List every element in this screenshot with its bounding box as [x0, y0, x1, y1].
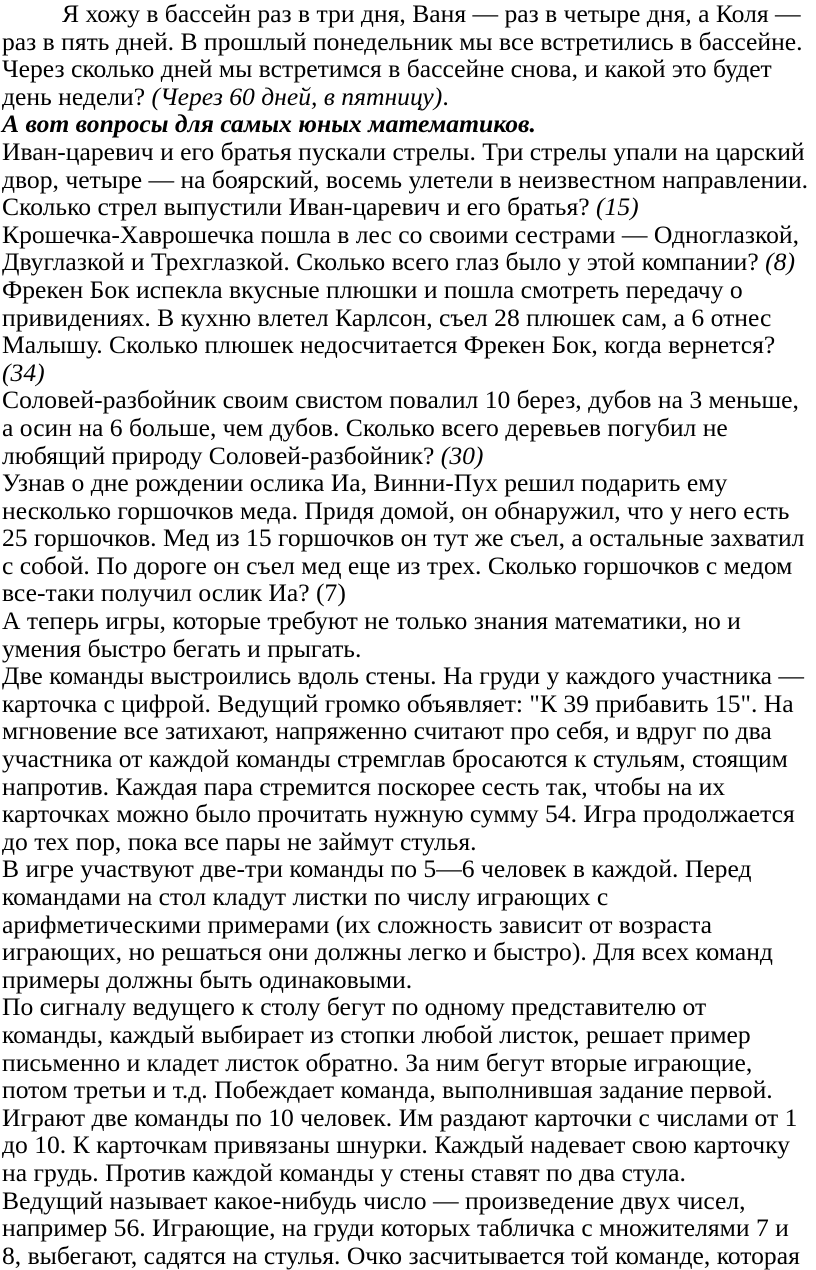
pool-problem-paragraph — [2, 0, 812, 110]
question-arrows-text: Иван-царевич и его братья пускали стрелы. Три стрелы упали на царский двор, четыре — на боярский, восемь улетели в неизвестном направлении. Сколько стрел выпустили Иван-царевич и его братья? — [2, 136, 809, 222]
section-heading: А вот вопросы для самых юных математиков. — [2, 109, 536, 139]
question-arrows — [2, 138, 812, 221]
game-relay-description: В игре участвуют две-три команды по 5—6 человек в каждой. Перед командами на стол кладут листки по числу играющих с арифметическими примерами (их сложность зависит от возраста играющих, но решаться они должны легко и быстро). Для всех команд примеры должны быть одинаковыми. — [2, 854, 773, 994]
question-eyes — [2, 221, 812, 276]
question-trees-text: Соловей-разбойник своим свистом повалил 10 берез, дубов на 3 меньше, а осин на 6 больше, чем дубов. Сколько всего деревьев погубил не любящий природу Соловей-разбойник? — [2, 385, 799, 470]
pool-problem-tail: . — [442, 81, 449, 111]
question-buns — [2, 276, 812, 386]
game-relay-rules: По сигналу ведущего к столу бегут по одному представителю от команды, каждый выбирает из стопки любой листок, решает пример письменно и кладет листок обратно. За ним бегут вторые играющие, потом третьи и т.д. Побеждает команда, выполнившая задание первой. — [2, 992, 773, 1105]
game-multiplication-rules: Ведущий называет какое-нибудь число — произведение двух чисел, например 56. Играющие, на груди которых табличка с множителями 7 и 8, выбегают, садятся на стулья. Очко засчитывается той команде, которая — [2, 1185, 800, 1270]
pool-problem-answer: (Через 60 дней, в пятницу) — [151, 81, 443, 111]
question-honey-pots: Узнав о дне рождении ослика Иа, Винни-Пух решил подарить ему несколько горшочков меда. Придя домой, он обнаружил, что у него есть 25 горшочков. Мед из 15 горшочков он тут же съел, а остальные захватил с собой. По дороге он съел мед еще из трех. Сколько горшочков с медом все-таки получил ослик Иа? (7) — [2, 468, 805, 608]
question-arrows-answer: (15) — [596, 192, 639, 222]
question-trees — [2, 386, 812, 469]
question-trees-answer: (30) — [440, 440, 484, 470]
games-intro: А теперь игры, которые требуют не только знания математики, но и умения быстро бегать и прыгать. — [2, 606, 741, 663]
question-eyes-answer: (8) — [765, 247, 795, 277]
game-cards-sum: Две команды выстроились вдоль стены. На груди у каждого участника — карточка с цифрой. Ведущий громко объявляет: "К 39 прибавить 15". На мгновение все затихают, напряженно считают про себя, и вдруг по два участника от каждой команды стремглав бросаются к стульям, стоящим напротив. Каждая пара стремится поскорее сесть так, чтобы на их карточках можно было прочитать нужную сумму 54. Игра продолжается до тех пор, пока все пары не займут стулья. — [2, 661, 805, 856]
game-multiplication-setup: Играют две команды по 10 человек. Им раздают карточки с числами от 1 до 10. К карточкам привязаны шнурки. Каждый надевает свою карточку на грудь. Против каждой команды у стены ставят по два стула. — [2, 1102, 798, 1187]
question-eyes-text: Крошечка-Хаврошечка пошла в лес со своими сестрами — Одноглазкой, Двуглазкой и Трехглазкой. Сколько всего глаз было у этой компании? — [2, 219, 799, 277]
question-buns-text: Фрекен Бок испекла вкусные плюшки и пошла смотреть передачу о привидениях. В кухню влетел Карлсон, съел 28 плюшек сам, а 6 отнес Малышу. Сколько плюшек недосчитается Фрекен Бок, когда вернется? — [2, 274, 776, 360]
pool-problem-text: Я хожу в бассейн раз в три дня, Ваня — раз в четыре дня, а Коля — раз в пять дней. В прошлый понедельник мы все встретились в бассейне. Через сколько дней мы встретимся в бассейне снова, и какой это будет день недели? — [2, 0, 803, 111]
question-buns-answer: (34) — [2, 357, 45, 387]
